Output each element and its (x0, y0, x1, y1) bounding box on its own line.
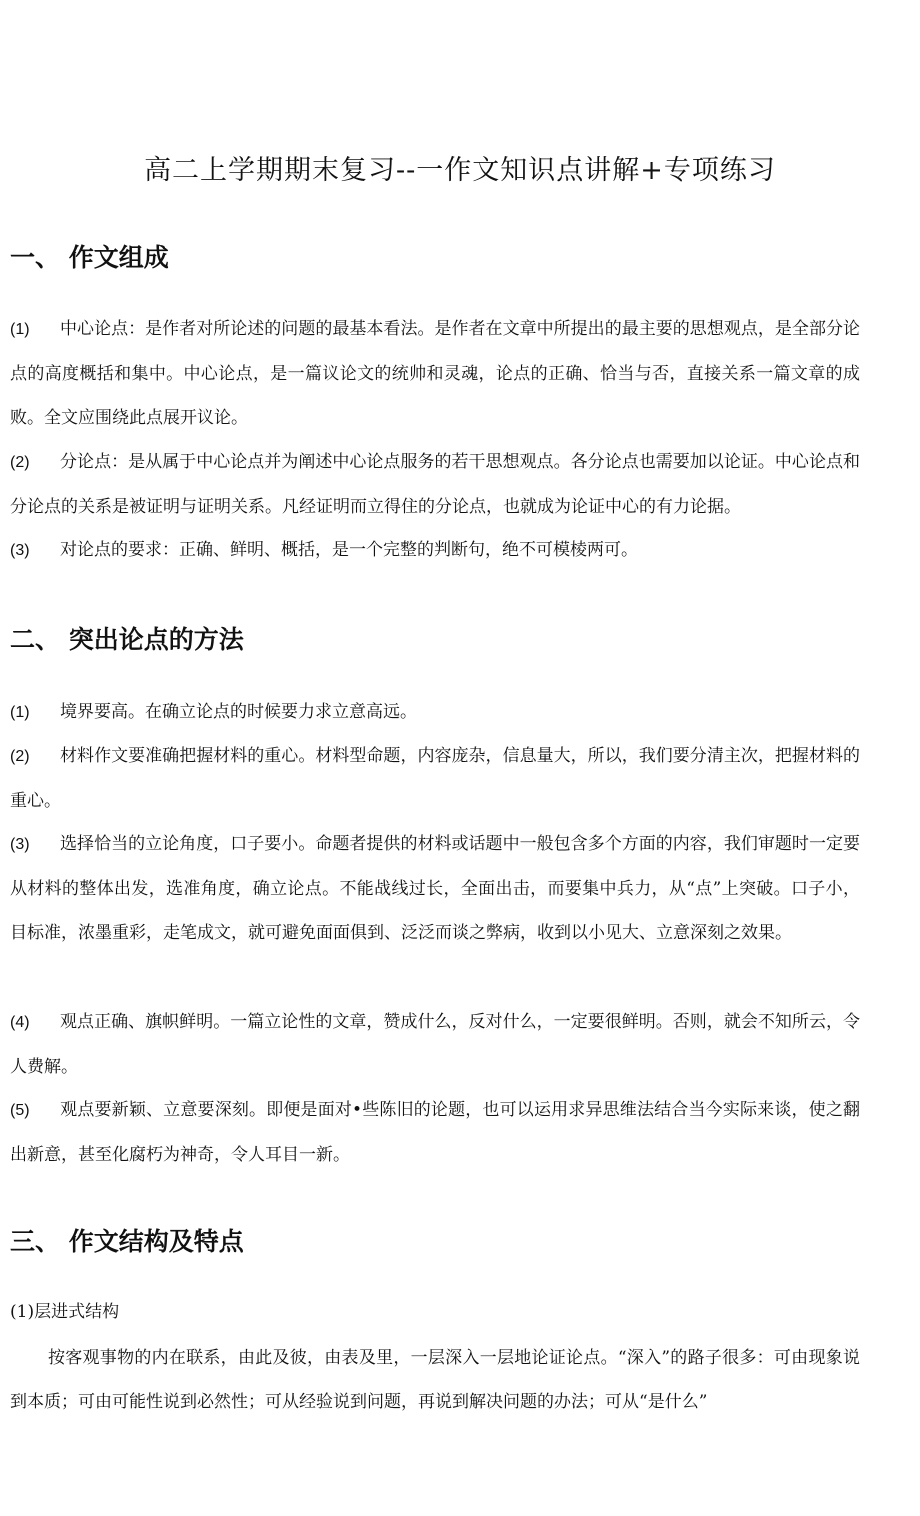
item-text: 境界要高。在确立论点的时候要力求立意高远。 (60, 702, 417, 722)
item-number: (2) (10, 748, 30, 765)
list-item (10, 822, 860, 955)
section-heading-2: 二、 突出论点的方法 (10, 625, 244, 654)
subheading: (1)层进式结构 (10, 1302, 120, 1322)
item-number: (2) (10, 454, 30, 471)
list-item (10, 1088, 860, 1177)
item-number: (1) (10, 704, 30, 721)
item-text: 中心论点：是作者对所论述的问题的最基本看法。是作者在文章中所提出的最主要的思想观点，是全部分论点的高度概括和集中。中心论点，是一篇议论文的统帅和灵魂，论点的正确、恰当与否，直接关系一篇文章的成败。全文应围绕此点展开议论。 (10, 319, 860, 428)
item-text: 观点正确、旗帜鲜明。一篇立论性的文章，赞成什么，反对什么，一定要很鲜明。否则，就会不知所云，令人费解。 (10, 1012, 860, 1077)
item-number: (4) (10, 1014, 30, 1031)
section-heading-1: 一、 作文组成 (10, 243, 169, 272)
list-item (10, 734, 860, 823)
item-text: 分论点：是从属于中心论点并为阐述中心论点服务的若干思想观点。各分论点也需要加以论证。中心论点和分论点的关系是被证明与证明关系。凡经证明而立得住的分论点，也就成为论证中心的有力论据。 (10, 452, 860, 517)
list-item (10, 440, 860, 529)
item-number: (1) (10, 321, 30, 338)
item-text: 材料作文要准确把握材料的重心。材料型命题，内容庞杂，信息量大，所以，我们要分清主次，把握材料的重心。 (10, 746, 860, 811)
list-item (10, 1000, 860, 1089)
list-item (10, 528, 860, 573)
list-item (10, 307, 860, 440)
item-text: 观点要新颖、立意要深刻。即便是面对•些陈旧的论题，也可以运用求异思维法结合当今实际来谈，使之翻出新意，甚至化腐朽为神奇，令人耳目一新。 (10, 1100, 860, 1165)
item-text: 对论点的要求：正确、鲜明、概括，是一个完整的判断句，绝不可模棱两可。 (60, 540, 638, 560)
item-number: (3) (10, 542, 30, 559)
item-number: (3) (10, 836, 30, 853)
section-heading-3: 三、 作文结构及特点 (10, 1227, 244, 1256)
paragraph: 按客观事物的内在联系，由此及彼，由表及里，一层深入一层地论证论点。“深入”的路子很多：可由现象说到本质；可由可能性说到必然性；可从经验说到问题，再说到解决问题的办法；可从“是什么” (10, 1348, 860, 1412)
item-text: 选择恰当的立论角度，口子要小。命题者提供的材料或话题中一般包含多个方面的内容，我们审题时一定要从材料的整体出发，选准角度，确立论点。不能战线过长，全面出击，而要集中兵力，从“点”上突破。口子小，目标准，浓墨重彩，走笔成文，就可避免面面俱到、泛泛而谈之弊病，收到以小见大、立意深刻之效果。 (10, 834, 860, 943)
document-title: 高二上学期期末复习--一作文知识点讲解+专项练习 (144, 155, 776, 186)
item-number: (5) (10, 1102, 30, 1119)
list-item (10, 690, 860, 735)
